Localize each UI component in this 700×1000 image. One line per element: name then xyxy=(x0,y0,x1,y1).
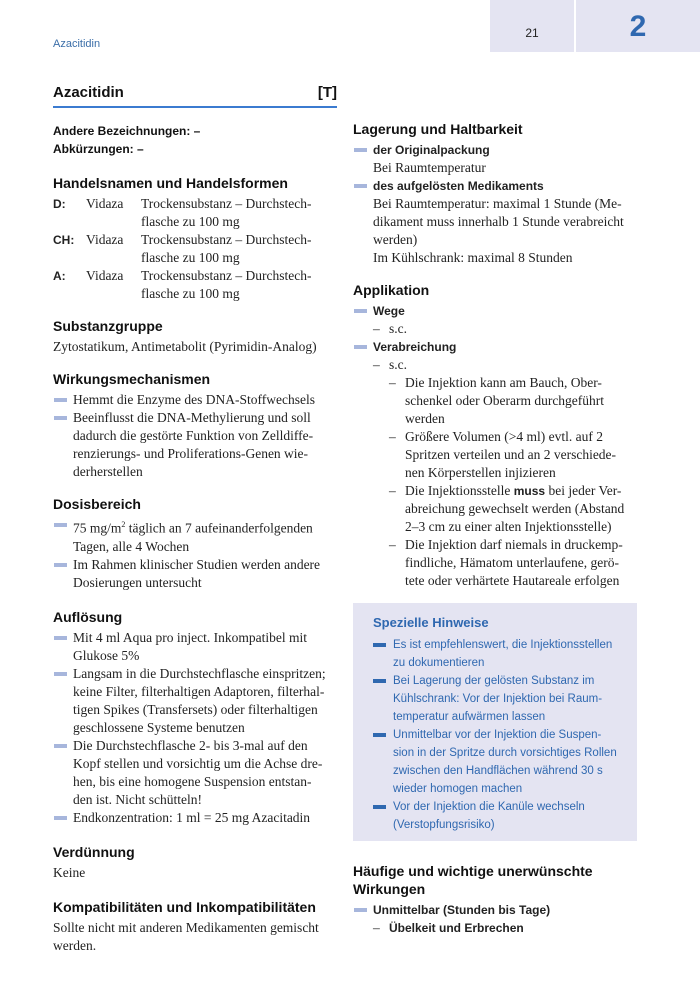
list-item xyxy=(53,556,337,592)
text-line: tigen Spikes (Transfersets) oder filterhaltigen xyxy=(73,701,318,717)
text-line: wieder homogen machen xyxy=(393,783,523,795)
sub-sub-list-item xyxy=(353,374,637,428)
dose-text: täglich an 7 aufeinanderfolgenden xyxy=(125,520,313,536)
sub-list-item xyxy=(353,320,637,338)
trade-row xyxy=(53,267,337,303)
list-item-label: des aufgelösten Medikaments xyxy=(373,179,544,193)
section-heading-dissolution: Auflösung xyxy=(53,608,123,625)
hint-text xyxy=(393,726,617,798)
section-heading-compatibility: Kompatibilitäten und Inkompatibilitäten xyxy=(53,898,316,915)
storage-reconstituted-text xyxy=(353,195,637,267)
bullet-icon xyxy=(53,809,73,827)
bullet-icon xyxy=(53,556,73,592)
text-line: Größere Volumen (>4 ml) evtl. auf 2 xyxy=(405,429,603,444)
trade-row xyxy=(53,195,337,231)
hint-item xyxy=(373,726,623,798)
bullet-icon xyxy=(53,391,73,409)
text-line: Im Kühlschrank: maximal 8 Stunden xyxy=(373,250,573,265)
trade-form-line: Trockensubstanz – Durchstech- xyxy=(141,196,312,211)
sub-list-item xyxy=(353,356,637,374)
compatibility-text xyxy=(53,919,337,955)
drug-tag: [T] xyxy=(317,84,337,101)
text-line: zwischen den Handflächen während 30 s xyxy=(393,765,603,777)
sub-list-text: Übelkeit und Erbrechen xyxy=(389,921,524,935)
text-line: Spritzen verteilen und an 2 verschiede- xyxy=(405,447,617,462)
text-line: Mit 4 ml Aqua pro inject. Inkompatibel mit xyxy=(73,629,307,645)
trade-name: Vidaza xyxy=(86,232,124,247)
text-line: Beeinflusst die DNA-Methylierung und soll xyxy=(73,410,311,425)
section-heading-substance-group: Substanzgruppe xyxy=(53,318,163,334)
list-item-text xyxy=(73,409,337,481)
section-heading-dosage: Dosisbereich xyxy=(53,496,141,512)
running-head: Azacitidin xyxy=(53,38,101,50)
dose-value: 75 mg/m xyxy=(73,520,122,536)
text-line: werden xyxy=(405,411,445,426)
section-heading-application: Applikation xyxy=(353,282,430,298)
dash-bullet: – xyxy=(389,375,396,390)
trade-country: A: xyxy=(53,269,66,283)
text-line: (Verstopfungsrisiko) xyxy=(393,819,495,831)
trade-form-line: Trockensubstanz – Durchstech- xyxy=(141,232,312,247)
section-heading-mechanism: Wirkungsmechanismen xyxy=(53,371,211,387)
list-item xyxy=(353,141,637,159)
special-notes-box xyxy=(353,603,637,841)
text-line: nen Körperstellen injizieren xyxy=(405,465,556,480)
other-names: Andere Bezeichnungen: – xyxy=(53,124,201,138)
text-line: Sollte nicht mit anderen Medikamenten gemischt xyxy=(53,919,319,935)
bullet-icon xyxy=(373,798,393,834)
list-item-text xyxy=(73,629,337,665)
text-line: Bei Lagerung der gelösten Substanz im xyxy=(393,675,595,687)
text-line: dikament muss innerhalb 1 Stunde verabreicht xyxy=(373,214,624,229)
trade-form xyxy=(141,195,337,231)
bullet-icon xyxy=(353,302,373,320)
sub-sub-list-item xyxy=(353,482,637,536)
hint-item xyxy=(373,798,623,834)
list-item-label: der Originalpackung xyxy=(373,143,490,157)
text-line: 2–3 cm zu einer alten Injektionsstelle) xyxy=(405,519,612,534)
bullet-icon xyxy=(53,409,73,481)
bullet-icon xyxy=(373,672,393,726)
text-line: zu dokumentieren xyxy=(393,657,485,669)
list-item-text: Endkonzentration: 1 ml = 25 mg Azacitadin xyxy=(73,809,311,825)
text-line: hen, bis eine homogene Suspension entstan- xyxy=(73,773,312,789)
section-heading-side-effects xyxy=(353,862,637,898)
trade-row xyxy=(53,231,337,267)
text-line: Kopf stellen und vorsichtig um die Achse dre- xyxy=(73,755,323,771)
text-line: geschlossene Systeme benutzen xyxy=(73,719,245,735)
text-line: Vor der Injektion die Kanüle wechseln xyxy=(393,801,585,813)
text-line: Es ist empfehlenswert, die Injektionsstellen xyxy=(393,639,613,651)
bullet-icon xyxy=(53,516,73,556)
storage-original-text: Bei Raumtemperatur xyxy=(373,160,486,175)
text-line: Die Injektion darf niemals in druckemp- xyxy=(405,537,623,552)
page-number: 21 xyxy=(525,26,539,40)
side-effects-section xyxy=(353,862,637,937)
emphasis-text: muss xyxy=(513,484,546,498)
list-item xyxy=(353,338,637,356)
trade-form-line: flasche zu 100 mg xyxy=(141,214,240,229)
sub-sub-list-item xyxy=(353,428,637,482)
sub-list-text xyxy=(405,374,604,428)
sub-list-text xyxy=(405,536,623,590)
bullet-icon xyxy=(53,737,73,809)
text-line: Bei Raumtemperatur: maximal 1 Stunde (Me- xyxy=(373,196,622,211)
list-item-label: Verabreichung xyxy=(373,340,457,354)
bullet-icon xyxy=(353,901,373,919)
special-notes-title: Spezielle Hinweise xyxy=(373,615,489,630)
text-line: Dosierungen untersucht xyxy=(73,574,202,590)
heading-line: Wirkungen xyxy=(353,881,426,897)
text-line: sion in der Spritze durch vorsichtiges Rollen xyxy=(393,747,617,759)
text-line: den ist. Nicht schütteln! xyxy=(73,791,202,807)
text-line: temperatur aufwärmen lassen xyxy=(393,711,546,723)
text-line: derherstellen xyxy=(73,464,143,479)
text-line: Glukose 5% xyxy=(73,647,140,663)
trade-table xyxy=(53,195,337,303)
list-item xyxy=(53,391,337,409)
trade-country: D: xyxy=(53,197,66,211)
dash-bullet: – xyxy=(389,537,396,552)
dilution-text: Keine xyxy=(53,864,86,880)
chapter-number: 2 xyxy=(629,10,647,43)
sub-list-text: s.c. xyxy=(389,321,407,336)
trade-form xyxy=(141,231,337,267)
sub-list-text xyxy=(405,428,616,482)
bullet-icon xyxy=(53,665,73,737)
list-item xyxy=(53,629,337,665)
text-fragment: Die Injektionsstelle xyxy=(405,483,514,498)
list-item-text xyxy=(73,737,337,809)
list-item xyxy=(53,809,337,827)
substance-group-text: Zytostatikum, Antimetabolit (Pyrimidin-Analog) xyxy=(53,339,317,354)
heading-line: Häufige und wichtige unerwünschte xyxy=(353,863,593,879)
hint-text xyxy=(393,798,585,834)
text-line: Im Rahmen klinischer Studien werden andere xyxy=(73,556,321,572)
dash-bullet: – xyxy=(373,357,380,372)
sub-sub-list-item xyxy=(353,536,637,590)
list-item xyxy=(353,177,637,195)
text-line: Langsam in die Durchstechflasche einspritzen; xyxy=(73,665,326,681)
sub-list-text: s.c. xyxy=(389,357,407,372)
text-line: werden. xyxy=(53,937,97,953)
list-item xyxy=(53,665,337,737)
hint-item xyxy=(373,672,623,726)
list-item-text xyxy=(73,516,337,556)
bullet-icon xyxy=(373,726,393,798)
dash-bullet: – xyxy=(373,321,380,336)
section-heading-dilution: Verdünnung xyxy=(53,843,135,860)
text-line: Die Injektion kann am Bauch, Ober- xyxy=(405,375,602,390)
list-item-text: Hemmt die Enzyme des DNA-Stoffwechsels xyxy=(73,392,315,407)
abbreviations: Abkürzungen: – xyxy=(53,142,144,156)
bullet-icon xyxy=(353,177,373,195)
list-item xyxy=(353,302,637,320)
list-item-label: Unmittelbar (Stunden bis Tage) xyxy=(373,903,551,917)
trade-name: Vidaza xyxy=(86,268,124,283)
text-line: renzierungs- und Proliferations-Genen wie- xyxy=(73,446,309,461)
drug-title-row xyxy=(53,84,337,108)
text-line: dadurch die gestörte Funktion von Zelldiffe- xyxy=(73,428,314,443)
bullet-icon xyxy=(373,636,393,672)
bullet-icon xyxy=(53,629,73,665)
trade-name: Vidaza xyxy=(86,196,124,211)
hint-text xyxy=(393,636,612,672)
hint-text xyxy=(393,672,602,726)
text-line: Die Durchstechflasche 2- bis 3-mal auf den xyxy=(73,737,308,753)
section-heading-storage: Lagerung und Haltbarkeit xyxy=(353,121,523,137)
bullet-icon xyxy=(353,338,373,356)
text-line: werden) xyxy=(373,232,418,247)
trade-form-line: flasche zu 100 mg xyxy=(141,286,240,301)
dash-bullet: – xyxy=(389,483,396,498)
list-item-text xyxy=(73,665,337,737)
list-item xyxy=(53,409,337,481)
text-line: Kühlschrank: Vor der Injektion bei Raum- xyxy=(393,693,603,705)
sub-list-text xyxy=(405,482,624,536)
dose-exponent: 2 xyxy=(121,520,126,529)
text-line: findliche, Hämatom unterlaufene, gerö- xyxy=(405,555,620,570)
dash-bullet: – xyxy=(373,920,380,935)
text-line: tete oder verhärtete Hautareale erfolgen xyxy=(405,573,620,588)
text-line: schenkel oder Oberarm durchgeführt xyxy=(405,393,605,408)
drug-title: Azacitidin xyxy=(53,84,124,101)
trade-form xyxy=(141,267,337,303)
dash-bullet: – xyxy=(389,429,396,444)
text-line: Tagen, alle 4 Wochen xyxy=(73,538,190,554)
sub-list-item xyxy=(353,919,637,937)
text-line: Unmittelbar vor der Injektion die Suspen- xyxy=(393,729,602,741)
list-item xyxy=(53,737,337,809)
text-line: keine Filter, filterhaltigen Adaptoren, filterhal- xyxy=(73,683,325,699)
list-item xyxy=(353,901,637,919)
trade-form-line: Trockensubstanz – Durchstech- xyxy=(141,268,312,283)
list-item-text xyxy=(73,556,337,592)
list-item xyxy=(53,516,337,556)
trade-form-line: flasche zu 100 mg xyxy=(141,250,240,265)
text-fragment: bei jeder Ver- xyxy=(545,483,622,498)
trade-country: CH: xyxy=(53,233,75,247)
hint-item xyxy=(373,636,623,672)
right-column xyxy=(353,120,637,590)
list-item-label: Wege xyxy=(373,304,405,318)
text-line: abreichung gewechselt werden (Abstand xyxy=(405,501,625,516)
section-heading-trade: Handelsnamen und Handelsformen xyxy=(53,175,288,191)
left-column xyxy=(53,84,337,955)
bullet-icon xyxy=(353,141,373,159)
